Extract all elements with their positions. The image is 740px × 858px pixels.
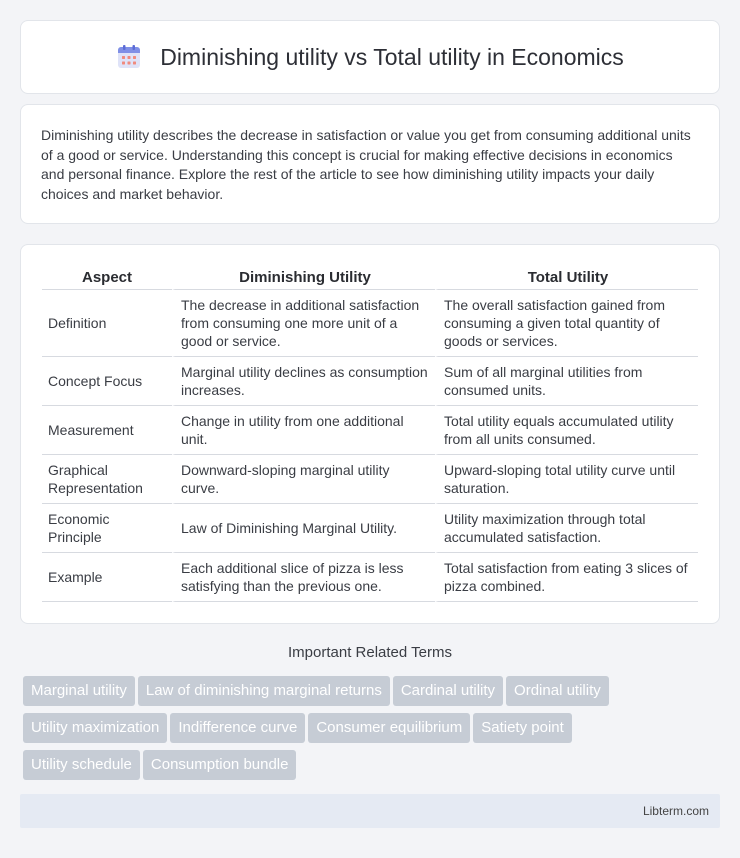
table-cell: Example <box>42 553 172 602</box>
column-header: Diminishing Utility <box>172 265 435 290</box>
tag-cardinal-utility[interactable]: Cardinal utility <box>393 676 503 706</box>
comparison-card <box>20 244 720 624</box>
table-cell: Downward-sloping marginal utility curve. <box>172 455 435 504</box>
table-row <box>42 290 698 357</box>
tag-utility-schedule[interactable]: Utility schedule <box>23 750 140 780</box>
tag-ordinal-utility[interactable]: Ordinal utility <box>506 676 609 706</box>
header-card <box>20 20 720 94</box>
column-header: Aspect <box>42 265 172 290</box>
intro-card <box>20 104 720 224</box>
comparison-table <box>42 265 698 602</box>
tag-consumer-equilibrium[interactable]: Consumer equilibrium <box>308 713 470 743</box>
table-cell: Upward-sloping total utility curve until saturation. <box>435 455 698 504</box>
table-cell: Marginal utility declines as consumption increases. <box>172 357 435 406</box>
tag-indifference-curve[interactable]: Indifference curve <box>170 713 305 743</box>
table-cell: The decrease in additional satisfaction from consuming one more unit of a good or service. <box>172 290 435 357</box>
page-title: Diminishing utility vs Total utility in Economics <box>160 43 624 70</box>
table-cell: Economic Principle <box>42 504 172 553</box>
table-cell: The overall satisfaction gained from consuming a given total quantity of goods or services. <box>435 290 698 357</box>
table-cell: Utility maximization through total accumulated satisfaction. <box>435 504 698 553</box>
footer-brand[interactable]: Libterm.com <box>642 804 709 818</box>
tag-consumption-bundle[interactable]: Consumption bundle <box>143 750 297 780</box>
column-header: Total Utility <box>435 265 698 290</box>
table-header-row <box>42 265 698 290</box>
table-row <box>42 357 698 406</box>
calendar-icon <box>116 44 142 70</box>
table-cell: Graphical Representation <box>42 455 172 504</box>
table-row <box>42 455 698 504</box>
tag-satiety-point[interactable]: Satiety point <box>473 713 572 743</box>
intro-text: Diminishing utility describes the decrease in satisfaction or value you get from consuming additional units of a good or service. Understanding this concept is crucial for making effective decisions in economics and personal finance. Explore the rest of the article to see how diminishing utility impacts your daily choices and market behavior. <box>41 127 691 202</box>
related-terms-heading: Important Related Terms <box>288 644 452 661</box>
table-cell: Law of Diminishing Marginal Utility. <box>172 504 435 553</box>
table-cell: Definition <box>42 290 172 357</box>
table-cell: Total utility equals accumulated utility from all units consumed. <box>435 406 698 455</box>
tag-law-of-diminishing-marginal-returns[interactable]: Law of diminishing marginal returns <box>138 676 390 706</box>
related-terms-list <box>23 676 723 787</box>
table-row <box>42 504 698 553</box>
tag-marginal-utility[interactable]: Marginal utility <box>23 676 135 706</box>
table-cell: Change in utility from one additional unit. <box>172 406 435 455</box>
table-cell: Total satisfaction from eating 3 slices of pizza combined. <box>435 553 698 602</box>
footer <box>20 794 720 828</box>
tag-utility-maximization[interactable]: Utility maximization <box>23 713 167 743</box>
table-cell: Each additional slice of pizza is less satisfying than the previous one. <box>172 553 435 602</box>
table-row <box>42 406 698 455</box>
table-cell: Measurement <box>42 406 172 455</box>
table-row <box>42 553 698 602</box>
table-cell: Sum of all marginal utilities from consumed units. <box>435 357 698 406</box>
table-cell: Concept Focus <box>42 357 172 406</box>
